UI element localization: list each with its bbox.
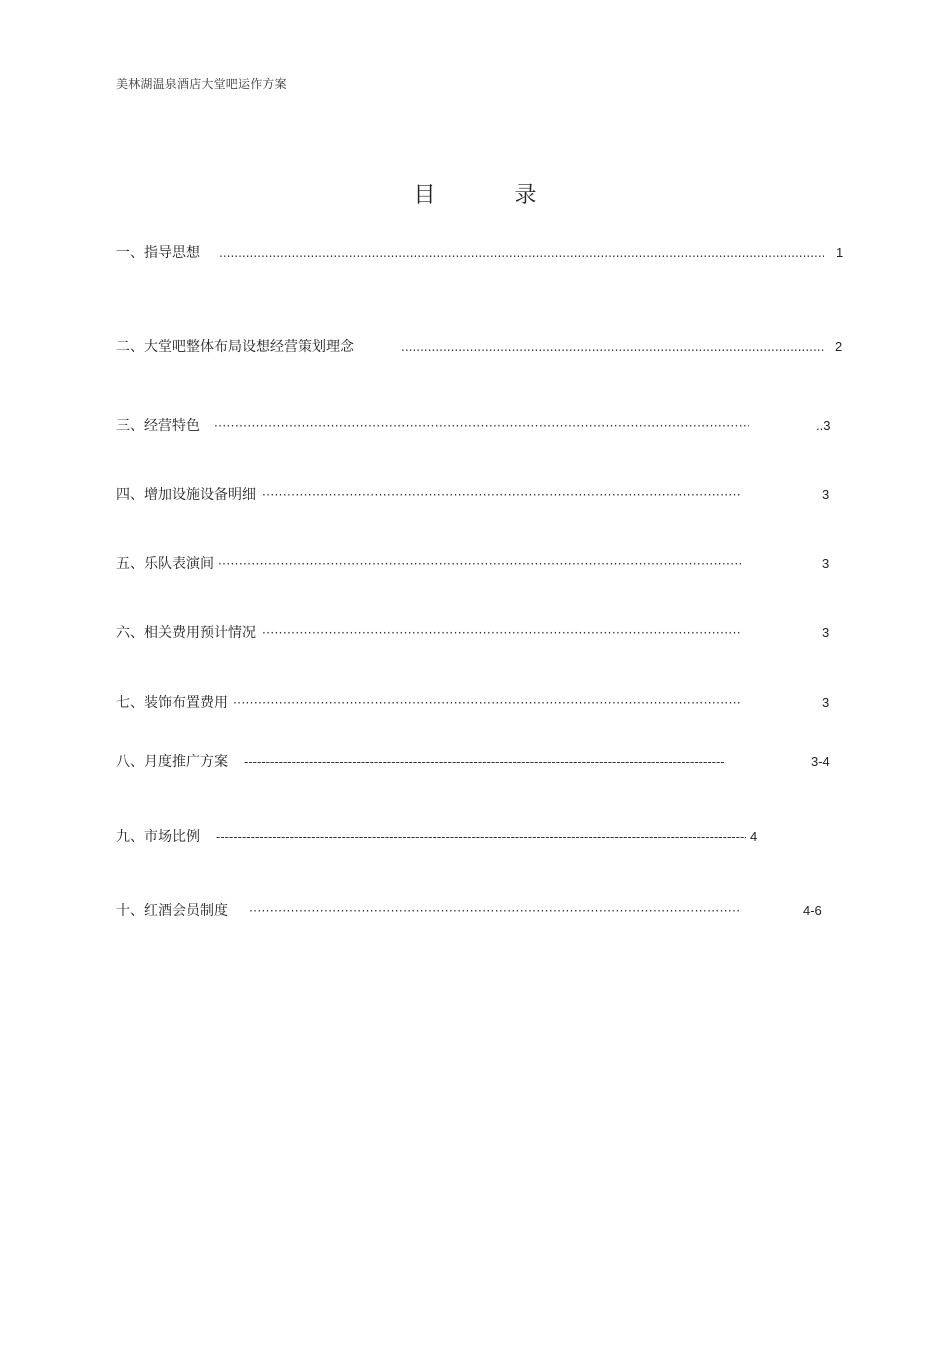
toc-leader: [249, 901, 741, 921]
toc-leader: [244, 752, 725, 772]
toc-entry[interactable]: [0, 243, 950, 263]
toc-leader: [401, 337, 825, 357]
toc-entry-label: 五、乐队表演间: [116, 556, 214, 572]
toc-entry-page: 2: [835, 339, 843, 354]
toc-entry-label: 二、大堂吧整体布局设想经营策划理念: [116, 339, 354, 355]
toc-entry-page: 3: [822, 625, 830, 640]
toc-entry[interactable]: [0, 416, 950, 436]
toc-entry-page: 3: [822, 695, 830, 710]
toc-entry[interactable]: [0, 901, 950, 921]
toc-entry[interactable]: [0, 485, 950, 505]
toc-entry-page: 3: [822, 487, 830, 502]
toc-entry-page: 4: [750, 829, 758, 844]
toc-entry-label: 七、装饰布置费用: [116, 695, 228, 711]
toc-leader: [218, 554, 741, 574]
toc-entry[interactable]: [0, 752, 950, 772]
toc-entry-page: 4-6: [803, 903, 822, 918]
toc-leader: [216, 827, 746, 847]
toc-entry-label: 十、红酒会员制度: [116, 903, 228, 919]
running-header: 美林湖温泉酒店大堂吧运作方案: [116, 77, 287, 91]
toc-leader: [214, 416, 749, 436]
toc-entry-label: 九、市场比例: [116, 829, 200, 845]
toc-title: 目 录: [413, 183, 573, 208]
toc-entry[interactable]: [0, 554, 950, 574]
toc-entry[interactable]: [0, 623, 950, 643]
toc-entry-page: 3-4: [811, 754, 830, 769]
toc-entry-page: 1: [836, 245, 844, 260]
toc-entry-label: 一、指导思想: [116, 245, 200, 261]
toc-leader: [262, 485, 741, 505]
toc-entry-page: ..3: [816, 418, 831, 433]
toc-entry[interactable]: [0, 337, 950, 357]
toc-entry[interactable]: [0, 827, 950, 847]
toc-entry-page: 3: [822, 556, 830, 571]
toc-entry-label: 四、增加设施设备明细: [116, 487, 256, 503]
toc-entry[interactable]: [0, 693, 950, 713]
toc-entry-label: 六、相关费用预计情况: [116, 625, 256, 641]
toc-leader: [219, 243, 824, 263]
toc-leader: [233, 693, 741, 713]
toc-entry-label: 八、月度推广方案: [116, 754, 228, 770]
toc-leader: [262, 623, 741, 643]
toc-entry-label: 三、经营特色: [116, 418, 200, 434]
